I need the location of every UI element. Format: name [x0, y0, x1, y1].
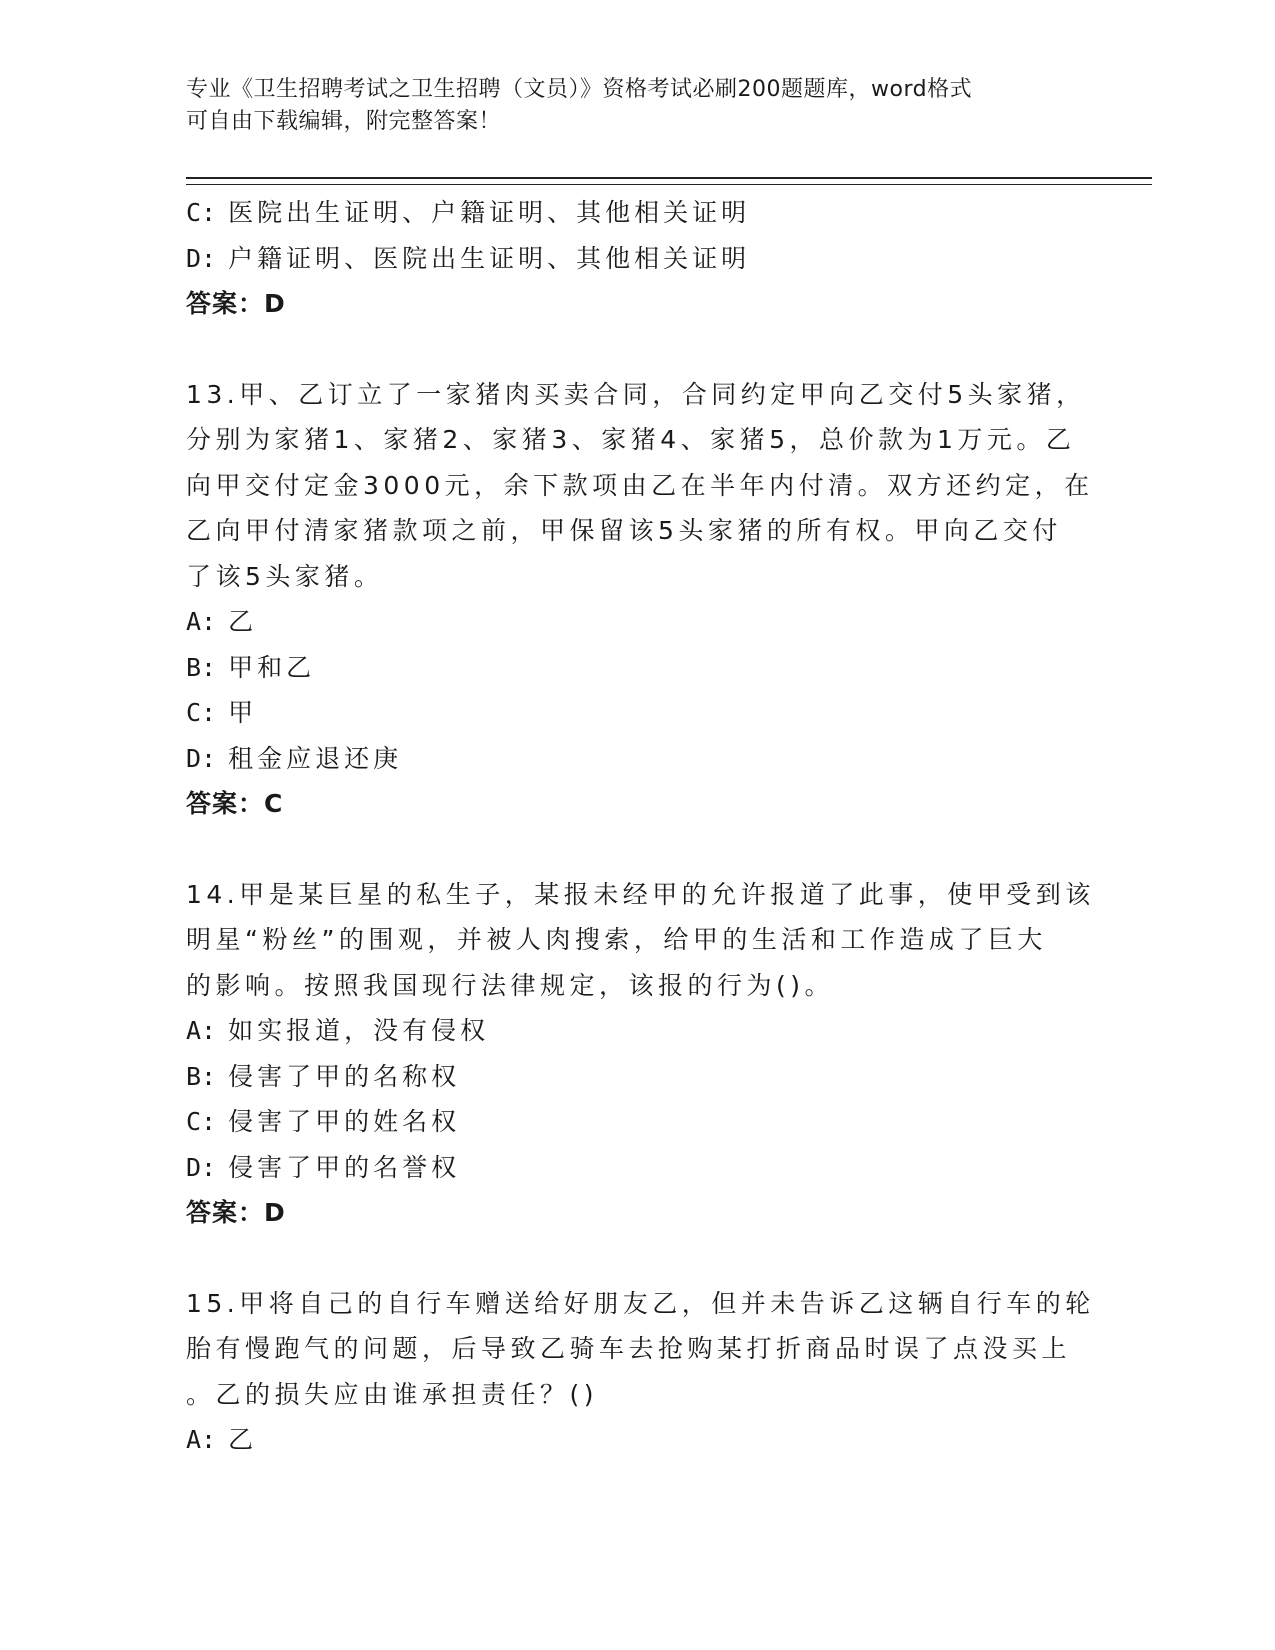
option-a [186, 1417, 1086, 1463]
option-d [186, 736, 1086, 782]
stem-line: 13.甲、乙订立了一家猪肉买卖合同，合同约定甲向乙交付5头家猪， [186, 379, 1086, 409]
option-a [186, 1008, 1086, 1054]
header-divider [186, 177, 1152, 185]
stem-line: 胎有慢跑气的问题，后导致乙骑车去抢购某打折商品时误了点没买上 [186, 1334, 1072, 1363]
option-letter: D: [186, 243, 217, 273]
option-letter: A: [186, 1016, 217, 1045]
header-line-2: 可自由下载编辑，附完整答案！ [186, 109, 502, 134]
option-letter: A: [186, 1425, 217, 1454]
option-text: 租金应退还庚 [228, 743, 403, 773]
option-a [186, 599, 1086, 645]
option-text: 侵害了甲的名称权 [228, 1061, 461, 1091]
stem-line: 。乙的损失应由谁承担责任？() [186, 1379, 599, 1409]
question-12-tail [186, 190, 1086, 327]
option-c [186, 190, 1086, 236]
option-c [186, 1099, 1086, 1145]
option-d [186, 236, 1086, 282]
option-b [186, 1054, 1086, 1100]
option-text: 户籍证明、医院出生证明、其他相关证明 [228, 243, 751, 273]
question-stem [186, 372, 1094, 600]
option-text: 侵害了甲的名誉权 [228, 1152, 461, 1182]
header-line-1: 专业《卫生招聘考试之卫生招聘（文员）》资格考试必刷200题题库，word格式 [186, 77, 973, 102]
question-14 [186, 872, 1095, 1236]
question-stem [186, 1281, 1095, 1418]
answer-line: 答案：C [186, 789, 284, 818]
stem-line: 15.甲将自己的自行车赠送给好朋友乙，但并未告诉乙这辆自行车的轮 [186, 1288, 1095, 1318]
option-b [186, 645, 1086, 691]
answer-line: 答案：D [186, 289, 286, 318]
stem-line: 的影响。按照我国现行法律规定，该报的行为()。 [186, 970, 835, 1000]
stem-line: 明星“粉丝”的围观，并被人肉搜索，给甲的生活和工作造成了巨大 [186, 925, 1047, 954]
option-letter: B: [186, 1061, 217, 1091]
option-letter: D: [186, 743, 217, 773]
page-header [186, 74, 1086, 138]
option-letter: C: [186, 1107, 217, 1136]
option-c [186, 690, 1086, 736]
option-letter: A: [186, 607, 217, 636]
stem-line: 乙向甲付清家猪款项之前，甲保留该5头家猪的所有权。甲向乙交付 [186, 516, 1062, 545]
answer-line: 答案：D [186, 1198, 286, 1227]
option-text: 甲和乙 [228, 652, 316, 682]
option-text: 侵害了甲的姓名权 [228, 1107, 461, 1136]
stem-line: 了该5头家猪。 [186, 561, 384, 591]
option-text: 医院出生证明、户籍证明、其他相关证明 [228, 198, 751, 227]
option-text: 乙 [228, 1425, 258, 1454]
option-letter: C: [186, 698, 217, 727]
question-13 [186, 372, 1094, 827]
option-text: 甲 [228, 698, 258, 727]
option-letter: D: [186, 1152, 217, 1182]
document-body [186, 190, 1095, 1463]
option-letter: C: [186, 198, 217, 227]
option-d [186, 1145, 1086, 1191]
stem-line: 分别为家猪1、家猪2、家猪3、家猪4、家猪5，总价款为1万元。乙 [186, 425, 1076, 454]
stem-line: 14.甲是某巨星的私生子，某报未经甲的允许报道了此事，使甲受到该 [186, 879, 1095, 909]
option-text: 乙 [228, 607, 258, 636]
question-15 [186, 1281, 1095, 1463]
stem-line: 向甲交付定金3000元，余下款项由乙在半年内付清。双方还约定，在 [186, 470, 1094, 500]
option-letter: B: [186, 652, 217, 682]
option-text: 如实报道，没有侵权 [228, 1016, 490, 1045]
question-stem [186, 872, 1095, 1009]
